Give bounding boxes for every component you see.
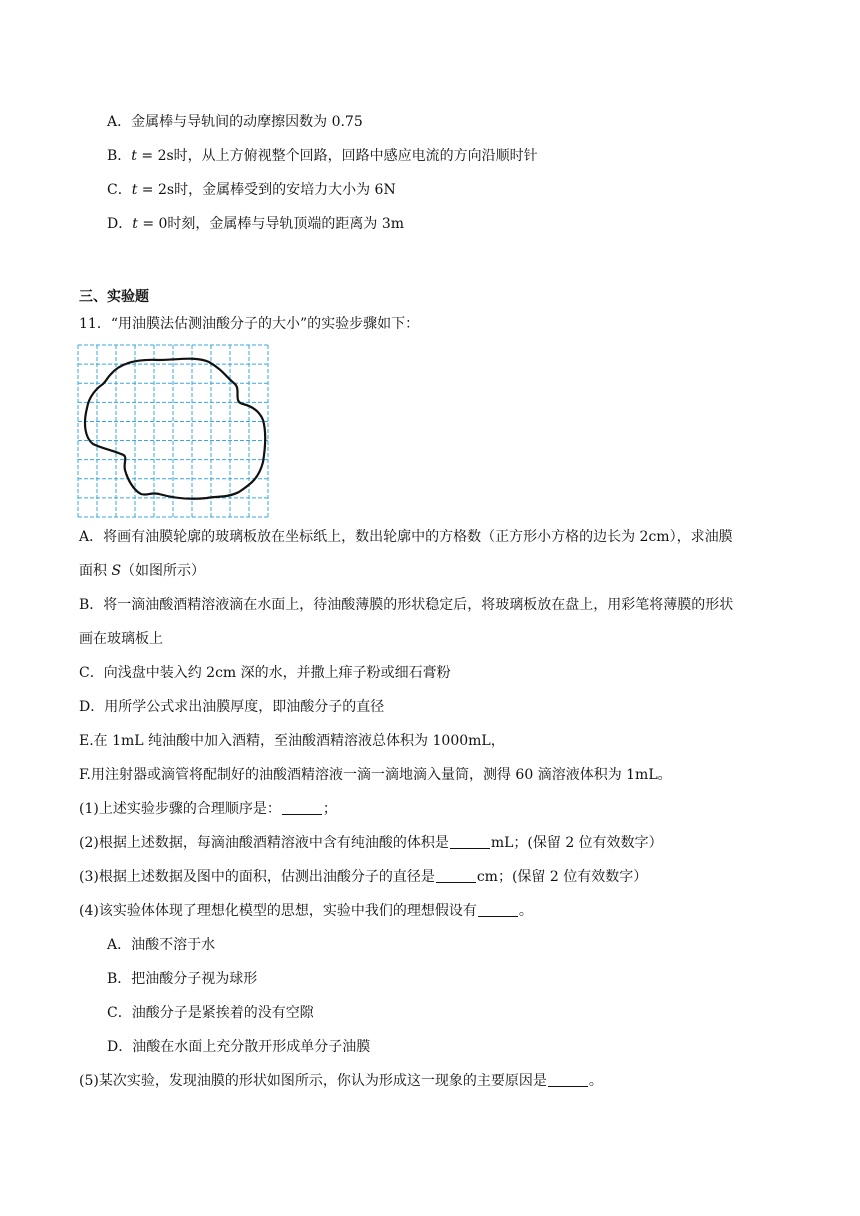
oil-film-figure	[77, 344, 269, 518]
step-b-line2: 画在玻璃板上	[79, 631, 163, 647]
answer-blank-2[interactable]	[450, 834, 490, 849]
answer-blank-5[interactable]	[548, 1072, 588, 1087]
step-e: E.在 1mL 纯油酸中加入酒精，至油酸酒精溶液总体积为 1000mL，	[79, 733, 505, 749]
sub-question-2: (2)根据上述数据，每滴油酸酒精溶液中含有纯油酸的体积是 mL；(保留 2 位有效数字）	[79, 835, 663, 851]
sub-question-4: (4)该实验体体现了理想化模型的思想，实验中我们的理想假设有 。	[79, 903, 533, 919]
step-c: C．向浅盘中装入约 2cm 深的水，并撒上痱子粉或细石膏粉	[79, 665, 451, 681]
sub4-option-b: B．把油酸分子视为球形	[107, 971, 258, 987]
step-f: F.用注射器或滴管将配制好的油酸酒精溶液一滴一滴地滴入量筒，测得 60 滴溶液体积为 1mL。	[79, 767, 672, 783]
sub-question-5: (5)某次实验，发现油膜的形状如图所示，你认为形成这一现象的主要原因是 。	[79, 1073, 603, 1089]
answer-blank-1[interactable]	[282, 800, 322, 815]
step-b-line1: B．将一滴油酸酒精溶液滴在水面上，待油酸薄膜的形状稳定后，将玻璃板放在盘上，用彩笔将薄膜的形状	[79, 597, 734, 613]
answer-blank-3[interactable]	[436, 868, 476, 883]
step-a-line1: A．将画有油膜轮廓的玻璃板放在坐标纸上，数出轮廓中的方格数（正方形小方格的边长为 2cm），求油膜	[79, 529, 733, 545]
step-a-line2: 面积 S（如图所示）	[79, 563, 206, 579]
sub4-option-d: D．油酸在水面上充分散开形成单分子油膜	[107, 1039, 371, 1055]
option-a-prev: A．金属棒与导轨间的动摩擦因数为 0.75	[107, 114, 363, 130]
answer-blank-4[interactable]	[478, 902, 518, 917]
option-b-prev: B．t = 2s时，从上方俯视整个回路，回路中感应电流的方向沿顺时针	[107, 148, 538, 164]
question-11-intro: 11．“用油膜法估测油酸分子的大小”的实验步骤如下：	[79, 316, 420, 332]
section-title: 三、实验题	[79, 289, 149, 305]
sub4-option-c: C．油酸分子是紧挨着的没有空隙	[107, 1005, 314, 1021]
option-d-prev: D．t = 0时刻，金属棒与导轨顶端的距离为 3m	[107, 216, 405, 232]
step-d: D．用所学公式求出油膜厚度，即油酸分子的直径	[79, 699, 385, 715]
sub-question-1: (1)上述实验步骤的合理顺序是： ；	[79, 801, 337, 817]
oil-film-outline	[85, 359, 265, 499]
sub4-option-a: A．油酸不溶于水	[107, 937, 216, 953]
option-c-prev: C．t = 2s时，金属棒受到的安培力大小为 6N	[107, 182, 396, 198]
sub-question-3: (3)根据上述数据及图中的面积，估测出油酸分子的直径是 cm；(保留 2 位有效数字）	[79, 869, 648, 885]
